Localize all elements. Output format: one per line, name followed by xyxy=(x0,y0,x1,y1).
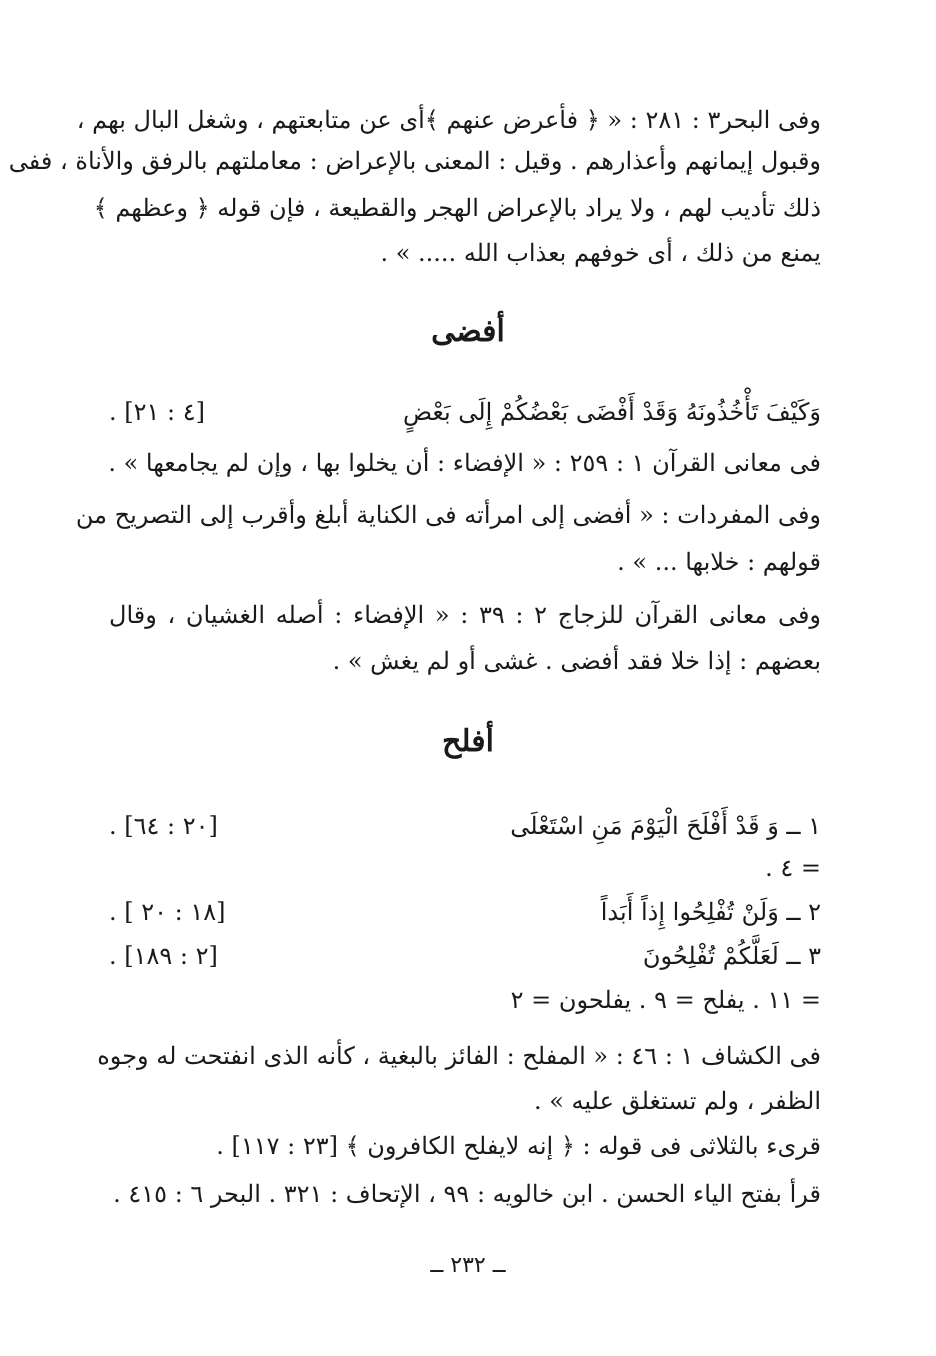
intro-line-4: يمنع من ذلك ، أى خوفهم بعذاب الله ..... » . xyxy=(380,239,821,267)
verse-row xyxy=(109,848,821,888)
sec2-line-4: قرأ بفتح الياء الحسن . ابن خالويه : ٩٩ ، الإتحاف : ٣٢١ . البحر ٦ : ٤١٥ . xyxy=(113,1180,821,1208)
verse-ref: [٢ : ١٨٩] . xyxy=(109,942,218,970)
sec2-line-2: الظفر ، ولم تستغلق عليه » . xyxy=(533,1087,821,1115)
page-number: ــ ٢٣٢ ــ xyxy=(430,1253,506,1278)
verse-text: ٢ ــ وَلَنْ تُفْلِحُوا إِذاً أَبَداً xyxy=(600,898,821,926)
intro-line-3: ذلك تأديب لهم ، ولا يراد بالإعراض الهجر والقطيعة ، فإن قوله ﴿ وعظهم ﴾ xyxy=(93,194,821,222)
verse-row xyxy=(109,980,821,1020)
intro-line-1: وفى البحر٣ : ٢٨١ : « ﴿ فأعرض عنهم ﴾أى عن متابعتهم ، وشغل البال بهم ، xyxy=(76,106,821,134)
verse-text: وَكَيْفَ تَأْخُذُونَهُ وَقَدْ أَفْضَى بَعْضُكُمْ إِلَى بَعْضٍ xyxy=(403,398,821,426)
sec1-line-4: وفى معانى القرآن للزجاج ٢ : ٣٩ : « الإفضاء : أصله الغشيان ، وقال xyxy=(109,601,822,629)
section-heading-aflaha: أفلح xyxy=(442,724,494,759)
sec1-line-5: بعضهم : إذا خلا فقد أفضى . غشى أو لم يغش » . xyxy=(332,647,821,675)
sec2-line-3: قرىء بالثلاثى فى قوله : ﴿ إنه لايفلح الكافرون ﴾ [٢٣ : ١١٧] . xyxy=(216,1132,821,1160)
sec2-line-1: فى الكشاف ١ : ٤٦ : « المفلح : الفائز بالبغية ، كأنه الذى انفتحت له وجوه xyxy=(97,1042,821,1070)
verse-text: ١ ــ وَ قَدْ أَفْلَحَ الْيَوْمَ مَنِ اسْتَعْلَى xyxy=(510,812,821,840)
verse-row xyxy=(109,936,821,976)
section-heading-afda: أفضى xyxy=(431,314,505,349)
verse-row xyxy=(109,892,821,932)
verse-ref: [١٨ : ٢٠ ] . xyxy=(109,898,226,926)
sec1-line-1: فى معانى القرآن ١ : ٢٥٩ : « الإفضاء : أن يخلوا بها ، وإن لم يجامعها » . xyxy=(108,449,821,477)
verse-count: = ١١ . يفلح = ٩ . يفلحون = ٢ xyxy=(510,986,821,1014)
verse-text: ٣ ــ لَعَلَّكُمْ تُفْلِحُونَ xyxy=(642,942,821,970)
verse-row xyxy=(109,806,821,846)
intro-line-2: وقبول إيمانهم وأعذارهم . وقيل : المعنى بالإعراض : معاملتهم بالرفق والأناة ، ففى xyxy=(8,147,821,175)
sec1-line-3: قولهم : خلابها ... » . xyxy=(617,548,821,576)
verse-row xyxy=(109,392,821,432)
verse-ref: [٢٠ : ٦٤] . xyxy=(109,812,218,840)
sec1-line-2: وفى المفردات : « أفضى إلى امرأته فى الكناية أبلغ وأقرب إلى التصريح من xyxy=(75,501,821,529)
verse-ref: [٤ : ٢١] . xyxy=(109,398,206,426)
verse-count: = ٤ . xyxy=(765,854,821,882)
